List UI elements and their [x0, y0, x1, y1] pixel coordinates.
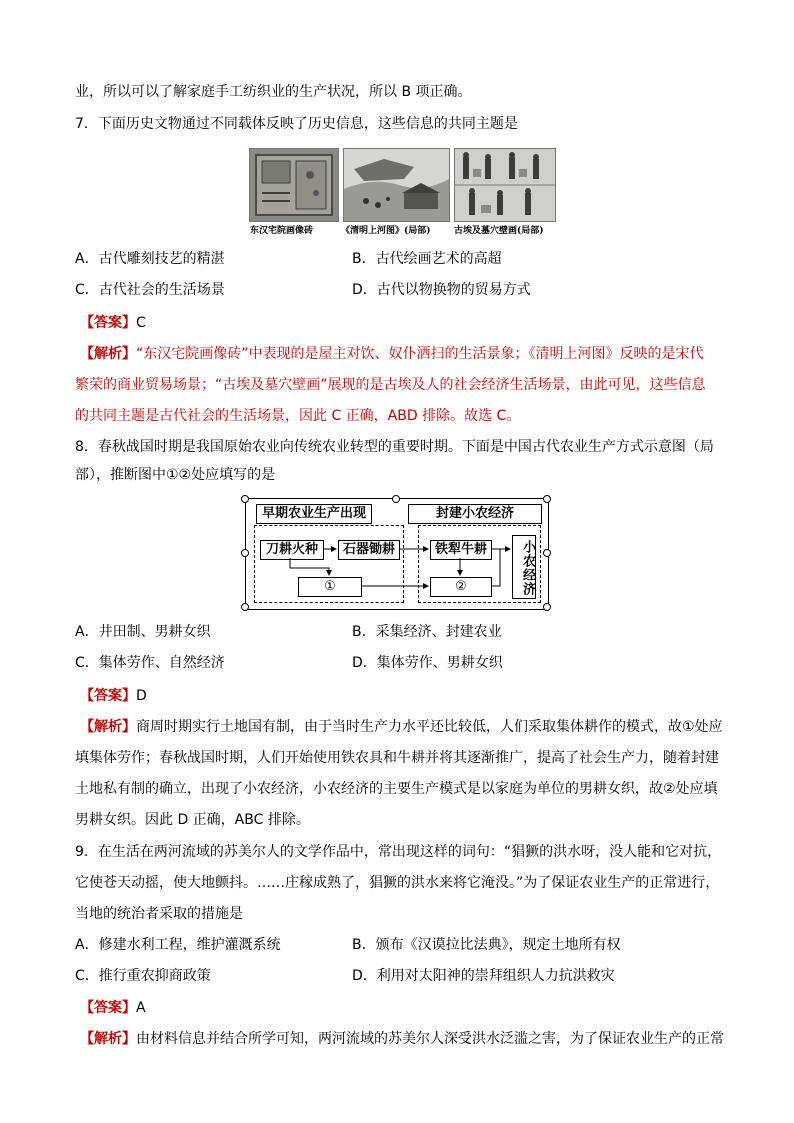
diagram-box-small-farmer: 小农经济: [512, 535, 536, 599]
q8-analysis-line-1: 【解析】商周时期实行土地国有制，由于当时生产力水平还比较低，人们采取集体耕作的模式，故①处应: [80, 719, 723, 735]
q8-option-a: A．井田制、男耕女织: [75, 624, 211, 640]
q9-answer: [80, 998, 146, 1018]
caption-han-brick: 东汉宅院画像砖: [250, 226, 314, 236]
q9-stem-line-1: 9．在生活在两河流域的苏美尔人的文学作品中，常出现这样的词句：“猖獗的洪水呀，没人能和它对抗，: [75, 844, 722, 860]
q8-answer: [80, 686, 147, 706]
q8-analysis-line-2: 填集体劳作；春秋战国时期，人们开始使用铁农具和牛耕并将其逐渐推广，提高了社会生产力，随着封建: [75, 750, 719, 766]
q7-option-c: C．古代社会的生活场景: [75, 282, 225, 298]
analysis-label: 【解析】: [80, 1031, 136, 1047]
q9-analysis-line-1: 【解析】由材料信息并结合所学可知，两河流域的苏美尔人深受洪水泛滥之害，为了保证农业生产的正常: [80, 1031, 724, 1047]
q9-stem-line-2: 它使苍天动摇，使大地颤抖。……庄稼成熟了，猖獗的洪水来将它淹没。”为了保证农业生产的正常进行，: [75, 875, 720, 891]
answer-label: 【答案】: [80, 1000, 136, 1016]
answer-value: A: [136, 1000, 146, 1016]
answer-label: 【答案】: [80, 315, 136, 331]
q8-option-c: C．集体劳作、自然经济: [75, 655, 225, 671]
diagram-right-header: 封建小农经济: [408, 504, 542, 524]
qingming-painting-image: [343, 148, 450, 222]
caption-egypt-mural: 古埃及墓穴壁画(局部): [454, 226, 544, 236]
q7-option-b: B．古代绘画艺术的高超: [352, 251, 502, 267]
diagram-left-header: 早期农业生产出现: [256, 504, 372, 524]
diagram-box-stone-hoe: 石器锄耕: [338, 540, 400, 560]
q8-stem-line-1: 8．春秋战国时期是我国原始农业向传统农业转型的重要时期。下面是中国古代农业生产方式示意图（局: [75, 439, 714, 455]
q9-option-c: C．推行重农抑商政策: [75, 968, 211, 984]
answer-value: C: [136, 315, 146, 331]
diagram-blank-1: ①: [298, 577, 362, 597]
q7-analysis-line-2: 繁荣的商业贸易场景；“古埃及墓穴壁画”展现的是古埃及人的社会经济生活场景，由此可见，这些信息: [75, 377, 706, 393]
q9-option-a: A．修建水利工程，维护灌溉系统: [75, 937, 281, 953]
q9-option-d: D．利用对太阳神的崇拜组织人力抗洪救灾: [352, 968, 615, 984]
q8-analysis-line-3: 土地私有制的确立，出现了小农经济，小农经济的主要生产模式是以家庭为单位的男耕女织，故②处应填: [75, 781, 718, 797]
q7-answer: [80, 313, 146, 333]
continuation-line: 业，所以可以了解家庭手工纺织业的生产状况，所以 B 项正确。: [75, 84, 472, 100]
q8-option-b: B．采集经济、封建农业: [352, 624, 502, 640]
answer-value: D: [136, 688, 147, 704]
q8-stem-line-2: 部），推断图中①②处应填写的是: [75, 467, 276, 483]
q7-analysis-line-1: 【解析】“东汉宅院画像砖”中表现的是屋主对饮、奴仆洒扫的生活景象；《清明上河图》反映的是宋代: [80, 346, 704, 362]
egypt-mural-image: [454, 148, 556, 222]
analysis-label: 【解析】: [80, 346, 136, 362]
q9-stem-line-3: 当地的统治者采取的措施是: [75, 906, 243, 922]
q7-option-d: D．古代以物换物的贸易方式: [352, 282, 531, 298]
q8-option-d: D．集体劳作、男耕女织: [352, 655, 503, 671]
caption-qingming: 《清明上河图》(局部): [341, 226, 431, 236]
q7-analysis-line-3: 的共同主题是古代社会的生活场景，因此 C 正确，ABD 排除。故选 C。: [75, 408, 521, 424]
han-brick-image: [249, 148, 339, 222]
q9-option-b: B．颁布《汉谟拉比法典》，规定土地所有权: [352, 937, 621, 953]
answer-label: 【答案】: [80, 688, 136, 704]
q7-stem: 7．下面历史文物通过不同载体反映了历史信息，这些信息的共同主题是: [75, 116, 518, 132]
diagram-box-slash-burn: 刀耕火种: [260, 540, 324, 560]
analysis-label: 【解析】: [80, 719, 136, 735]
q7-option-a: A．古代雕刻技艺的精湛: [75, 251, 225, 267]
diagram-box-iron-plough: 铁犁牛耕: [430, 540, 492, 560]
q8-analysis-line-4: 男耕女织。因此 D 正确，ABC 排除。: [75, 812, 310, 828]
diagram-blank-2: ②: [430, 577, 492, 597]
